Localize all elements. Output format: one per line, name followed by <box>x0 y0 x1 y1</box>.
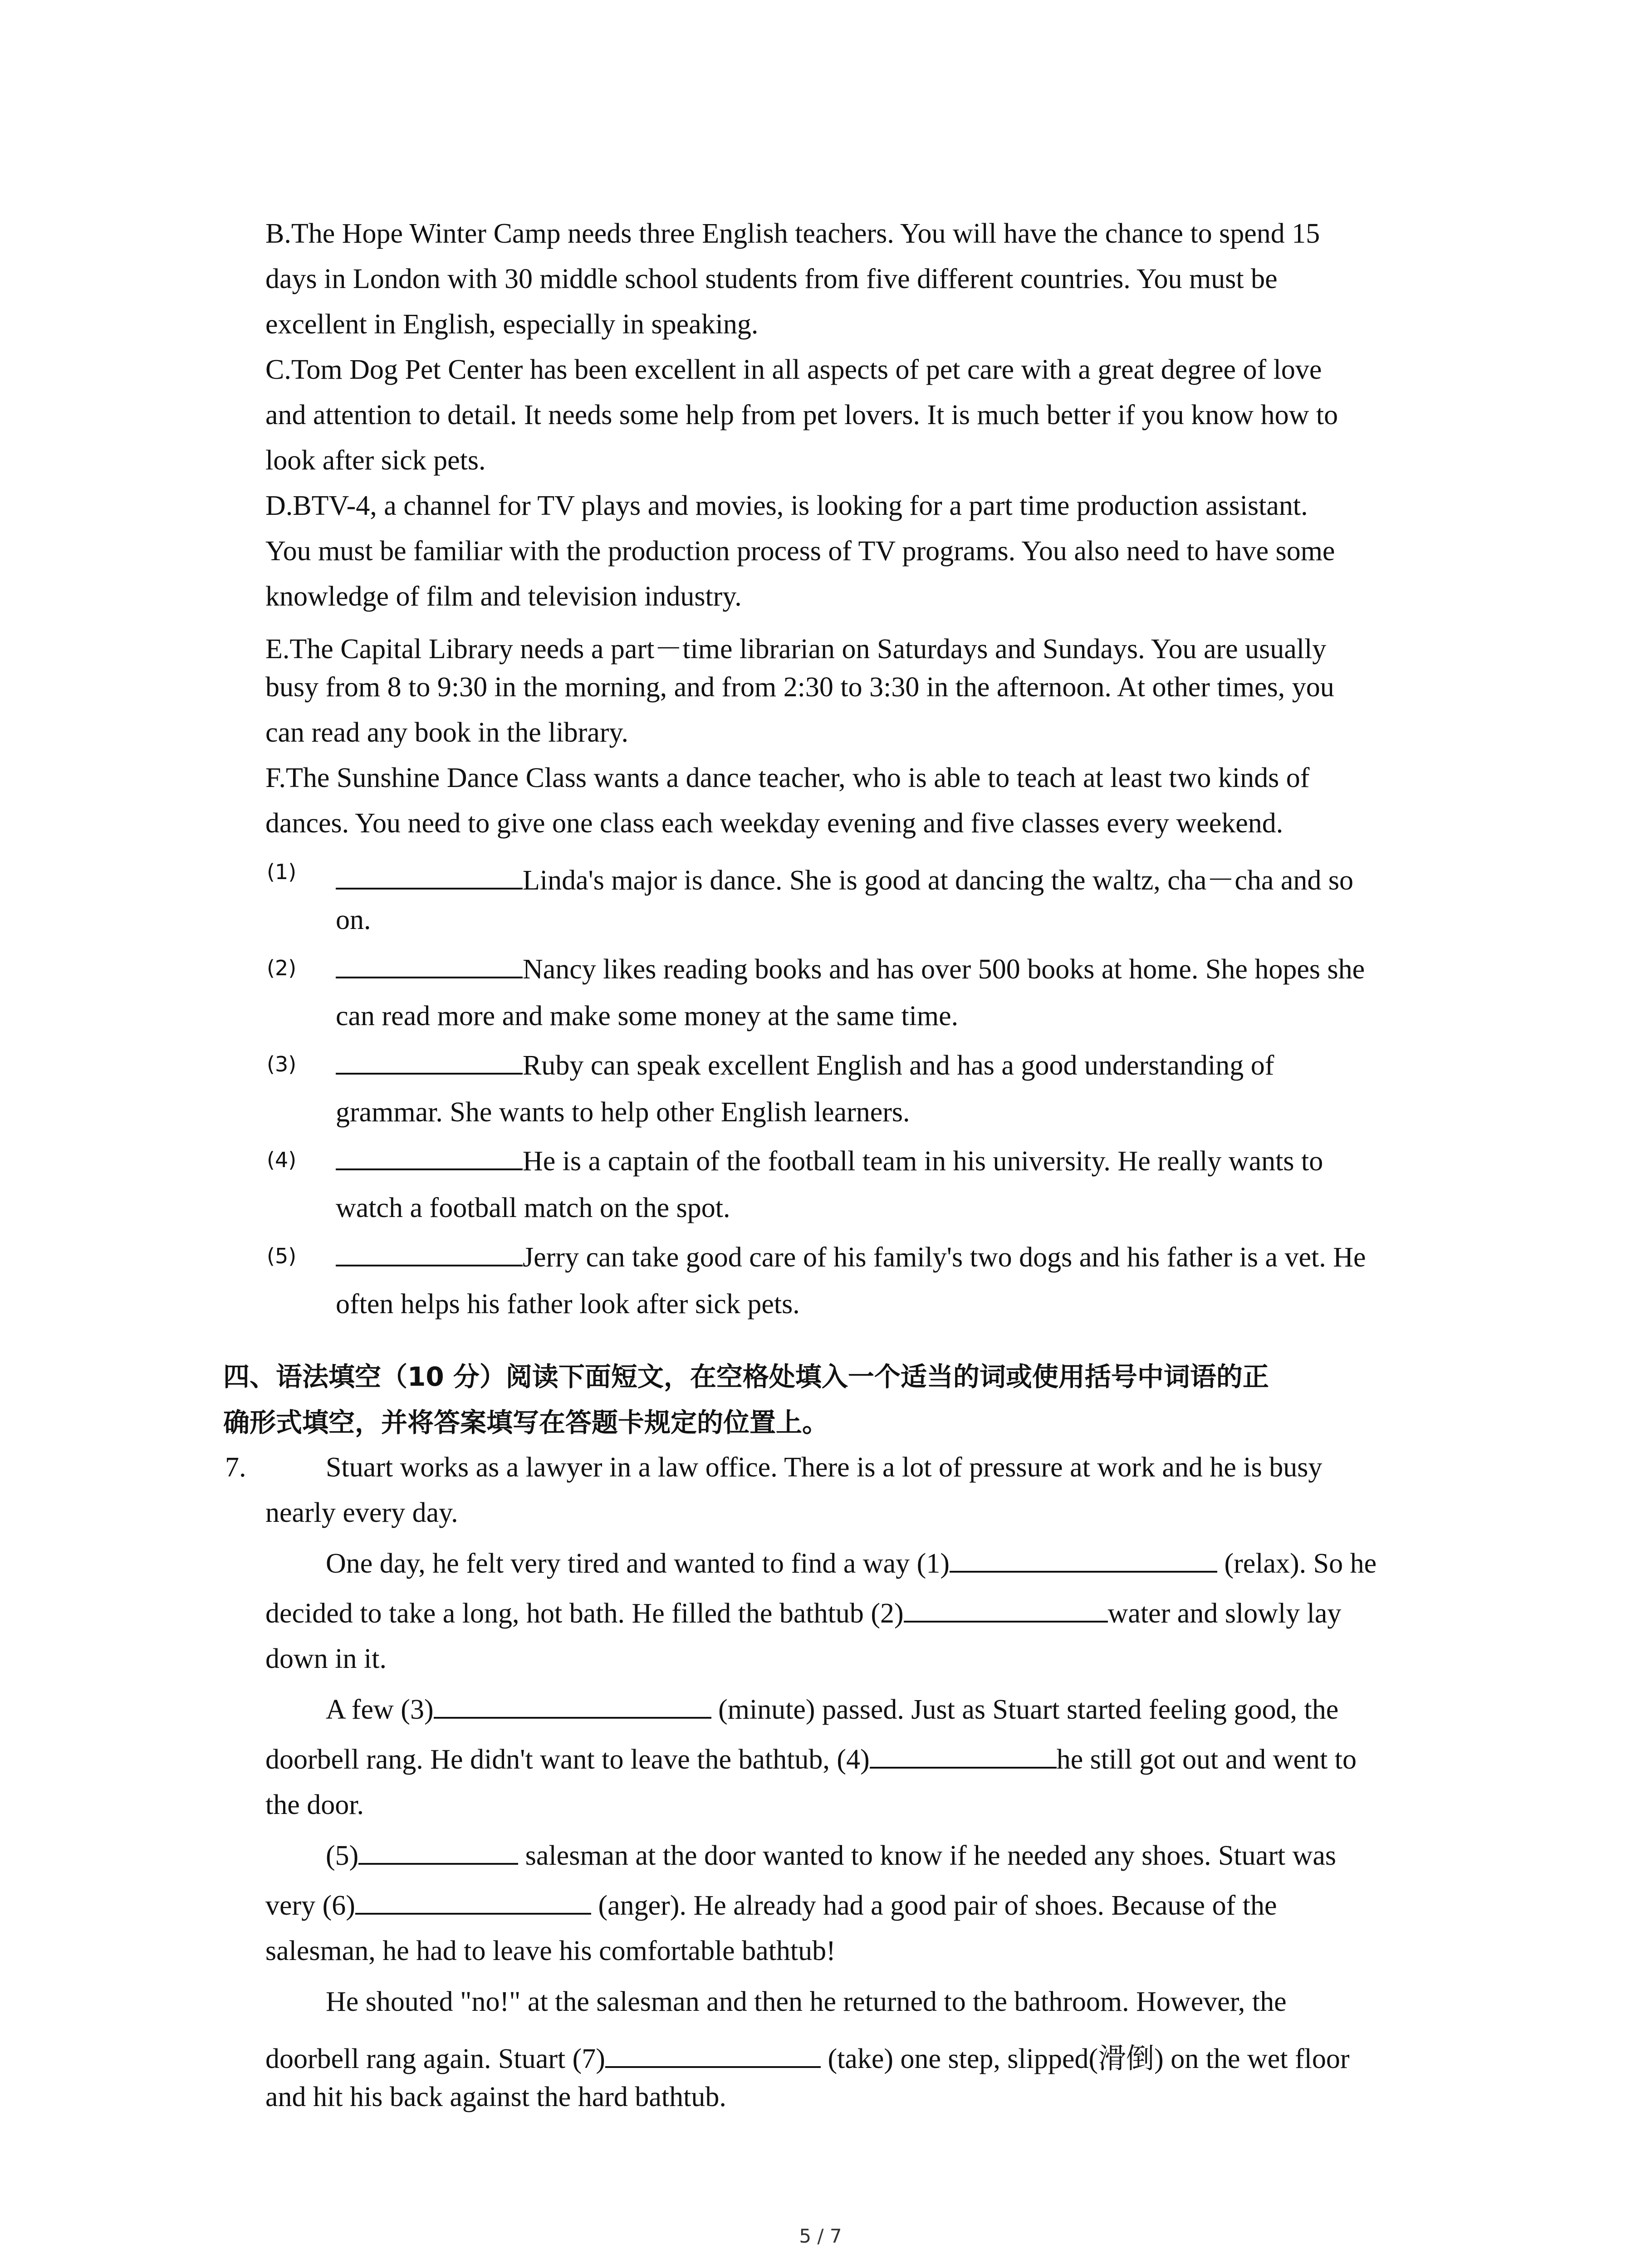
option-e-line-1: E.The Capital Library needs a part－time librarian on Saturdays and Sundays. You are usually <box>265 634 1327 665</box>
passage-line: down in it. <box>265 1643 387 1674</box>
question-number: (5) <box>267 1244 297 1268</box>
option-b-line-3: excellent in English, especially in speaking. <box>265 309 759 340</box>
option-e-line-3: can read any book in the library. <box>265 717 628 748</box>
passage-text: (anger). He already had a good pair of shoes. Because of the <box>591 1890 1277 1921</box>
option-c-line-2: and attention to detail. It needs some help from pet lovers. It is much better if you know how to <box>265 400 1338 430</box>
option-f-line-1: F.The Sunshine Dance Class wants a dance teacher, who is able to teach at least two kinds of <box>265 763 1310 793</box>
passage-text: salesman at the door wanted to know if he needed any shoes. Stuart was <box>518 1840 1336 1871</box>
blank-7[interactable] <box>605 2062 821 2068</box>
question-text: Nancy likes reading books and has over 500 books at home. She hopes she <box>523 954 1365 985</box>
blank-1[interactable] <box>950 1566 1217 1573</box>
question-text: Linda's major is dance. She is good at dancing the waltz, cha－cha and so <box>523 865 1354 896</box>
passage-text: (minute) passed. Just as Stuart started feeling good, the <box>711 1694 1339 1725</box>
answer-blank[interactable] <box>336 1164 523 1170</box>
blank-5[interactable] <box>358 1858 518 1865</box>
passage-text: very (6) <box>265 1890 355 1921</box>
passage-line <box>265 1598 1341 1630</box>
passage-line: the door. <box>265 1789 364 1820</box>
passage-line <box>326 1840 1336 1872</box>
option-c-line-3: look after sick pets. <box>265 445 486 476</box>
passage-line: He shouted "no!" at the salesman and then he returned to the bathroom. However, the <box>326 1986 1287 2017</box>
option-d-line-2: You must be familiar with the production process of TV programs. You also need to have some <box>265 536 1335 567</box>
blank-2[interactable] <box>904 1616 1108 1623</box>
page-number: 5 / 7 <box>799 2225 842 2247</box>
passage-text: (5) <box>326 1840 359 1871</box>
passage-line <box>265 2036 1350 2076</box>
passage-line: nearly every day. <box>265 1497 458 1528</box>
answer-blank[interactable] <box>336 883 523 890</box>
passage-line <box>326 1694 1338 1726</box>
question-3-line-2: grammar. She wants to help other English learners. <box>336 1097 910 1128</box>
question-4-line-2: watch a football match on the spot. <box>336 1193 730 1223</box>
question-5-line-2: often helps his father look after sick pets. <box>336 1289 800 1320</box>
option-d-line-3: knowledge of film and television industry. <box>265 581 742 612</box>
passage-line <box>265 1744 1357 1776</box>
option-b-line-2: days in London with 30 middle school students from five different countries. You must be <box>265 264 1278 294</box>
question-4-line-1 <box>336 1145 1323 1178</box>
answer-blank[interactable] <box>336 1260 523 1266</box>
question-text: Jerry can take good care of his family's two dogs and his father is a vet. He <box>523 1242 1366 1273</box>
passage-text: water and slowly lay <box>1107 1598 1342 1629</box>
question-text: Ruby can speak excellent English and has a good understanding of <box>523 1050 1274 1081</box>
section-title <box>223 1354 1448 1446</box>
passage-line: and hit his back against the hard bathtub. <box>265 2082 726 2112</box>
option-b-line-1: B.The Hope Winter Camp needs three English teachers. You will have the chance to spend 15 <box>265 218 1320 249</box>
answer-blank[interactable] <box>336 1068 523 1075</box>
question-7-number: 7. <box>225 1452 246 1483</box>
question-number: (3) <box>267 1052 297 1076</box>
question-3-line-1 <box>336 1050 1274 1082</box>
question-5-line-1 <box>336 1242 1366 1274</box>
question-number: (4) <box>267 1148 297 1172</box>
blank-3[interactable] <box>434 1712 711 1719</box>
section-title-line-1: 四、语法填空（10 分）阅读下面短文，在空格处填入一个适当的词或使用括号中词语的正 <box>223 1361 1269 1392</box>
section-title-line-2: 确形式填空，并将答案填写在答题卡规定的位置上。 <box>223 1407 829 1438</box>
blank-4[interactable] <box>870 1762 1057 1769</box>
passage-text: (relax). So he <box>1217 1548 1377 1579</box>
blank-6[interactable] <box>355 1908 591 1915</box>
passage-line: salesman, he had to leave his comfortable bathtub! <box>265 1936 836 1966</box>
question-2-line-1 <box>336 953 1365 986</box>
passage-line: Stuart works as a lawyer in a law office. There is a lot of pressure at work and he is busy <box>326 1452 1323 1483</box>
passage-text: (take) one step, slipped(滑倒) on the wet floor <box>820 2043 1350 2074</box>
passage-text: One day, he felt very tired and wanted to find a way (1) <box>326 1548 950 1579</box>
passage-text: he still got out and went to <box>1056 1744 1357 1775</box>
passage-text: decided to take a long, hot bath. He filled the bathtub (2) <box>265 1598 904 1629</box>
question-number: (2) <box>267 956 297 980</box>
question-1-line-1 <box>336 857 1353 898</box>
option-c-line-1: C.Tom Dog Pet Center has been excellent in all aspects of pet care with a great degree of love <box>265 354 1322 385</box>
passage-line <box>326 1548 1376 1580</box>
answer-blank[interactable] <box>336 972 523 978</box>
option-d-line-1: D.BTV-4, a channel for TV plays and movies, is looking for a part time production assistant. <box>265 490 1308 521</box>
question-2-line-2: can read more and make some money at the same time. <box>336 1001 959 1031</box>
passage-text: doorbell rang. He didn't want to leave the bathtub, (4) <box>265 1744 870 1775</box>
option-e-line-2: busy from 8 to 9:30 in the morning, and from 2:30 to 3:30 in the afternoon. At other times, you <box>265 672 1334 703</box>
question-text: He is a captain of the football team in his university. He really wants to <box>523 1146 1323 1177</box>
passage-text: doorbell rang again. Stuart (7) <box>265 2043 605 2074</box>
question-1-line-2: on. <box>336 904 371 935</box>
option-f-line-2: dances. You need to give one class each weekday evening and five classes every weekend. <box>265 808 1283 839</box>
question-number: (1) <box>267 860 297 884</box>
passage-line <box>265 1890 1277 1922</box>
passage-text: A few (3) <box>326 1694 434 1725</box>
